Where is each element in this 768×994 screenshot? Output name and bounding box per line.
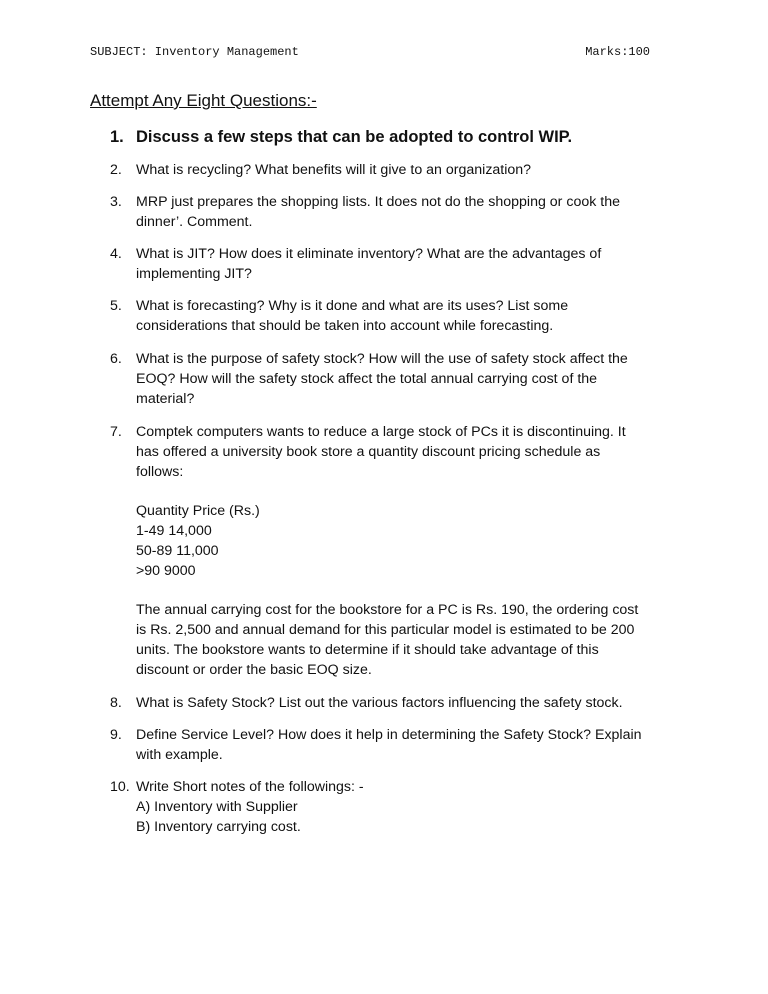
question-9 xyxy=(110,726,680,766)
question-text xyxy=(136,193,680,233)
question-line: has offered a university book store a quantity discount pricing schedule as xyxy=(136,443,601,460)
question-number: 3. xyxy=(110,194,122,210)
question-line: Discuss a few steps that can be adopted to control WIP. xyxy=(136,128,573,146)
paragraph-gap xyxy=(136,482,680,502)
question-number: 8. xyxy=(110,695,122,711)
question-text xyxy=(136,726,680,766)
question-line: Define Service Level? How does it help in determining the Safety Stock? Explain xyxy=(136,727,642,743)
price-table-header: Quantity Price (Rs.) xyxy=(136,503,260,520)
question-line: What is the purpose of safety stock? How will the use of safety stock affect the xyxy=(136,351,628,367)
price-table-row: 1-49 14,000 xyxy=(136,522,212,539)
question-number: 9. xyxy=(110,727,122,743)
question-number: 4. xyxy=(110,246,122,262)
instruction-heading: Attempt Any Eight Questions:- xyxy=(90,91,317,110)
question-text xyxy=(136,245,680,285)
question-6 xyxy=(110,350,680,409)
question-2 xyxy=(110,161,680,181)
paragraph-gap xyxy=(136,581,680,601)
question-5 xyxy=(110,297,680,337)
price-table-row: 50-89 11,000 xyxy=(136,542,219,559)
question-1 xyxy=(110,126,680,148)
question-line: Comptek computers wants to reduce a large stock of PCs it is discontinuing. It xyxy=(136,424,626,440)
question-line: Write Short notes of the followings: - xyxy=(136,779,364,795)
question-text xyxy=(136,694,680,714)
question-line: considerations that should be taken into account while forecasting. xyxy=(136,317,554,334)
question-line: What is forecasting? Why is it done and what are its uses? List some xyxy=(136,298,569,314)
question-7 xyxy=(110,423,680,680)
question-line: EOQ? How will the safety stock affect the total annual carrying cost of the xyxy=(136,370,598,387)
question-text xyxy=(136,350,680,409)
question-line: follows: xyxy=(136,463,184,480)
question-number: 10. xyxy=(110,779,130,795)
question-line: A) Inventory with Supplier xyxy=(136,798,298,815)
question-number: 2. xyxy=(110,162,122,178)
question-text xyxy=(136,778,680,837)
question-line: is Rs. 2,500 and annual demand for this particular model is estimated to be 200 xyxy=(136,621,635,638)
question-line: discount or order the basic EOQ size. xyxy=(136,661,372,678)
marks-label: Marks:100 xyxy=(585,45,650,59)
question-line: What is JIT? How does it eliminate inventory? What are the advantages of xyxy=(136,246,602,262)
question-line: B) Inventory carrying cost. xyxy=(136,818,301,835)
question-line: units. The bookstore wants to determine if it should take advantage of this xyxy=(136,641,599,658)
question-line: material? xyxy=(136,390,195,407)
question-line: implementing JIT? xyxy=(136,265,252,282)
question-line: What is recycling? What benefits will it give to an organization? xyxy=(136,162,532,178)
question-10 xyxy=(110,778,680,837)
question-line: The annual carrying cost for the bookstore for a PC is Rs. 190, the ordering cost xyxy=(136,602,639,619)
question-number: 5. xyxy=(110,298,122,314)
question-number: 7. xyxy=(110,424,122,440)
question-3 xyxy=(110,193,680,233)
question-line: What is Safety Stock? List out the various factors influencing the safety stock. xyxy=(136,695,623,711)
question-number: 1. xyxy=(110,128,124,146)
question-line: with example. xyxy=(136,746,223,763)
question-text xyxy=(136,126,680,148)
question-number: 6. xyxy=(110,351,122,367)
question-text xyxy=(136,297,680,337)
question-line: dinner’. Comment. xyxy=(136,213,253,230)
question-text xyxy=(136,423,680,680)
question-4 xyxy=(110,245,680,285)
question-8 xyxy=(110,694,680,714)
subject-label: SUBJECT: Inventory Management xyxy=(90,45,299,59)
price-table-row: >90 9000 xyxy=(136,562,196,579)
question-text xyxy=(136,161,680,181)
question-line: MRP just prepares the shopping lists. It does not do the shopping or cook the xyxy=(136,194,620,210)
